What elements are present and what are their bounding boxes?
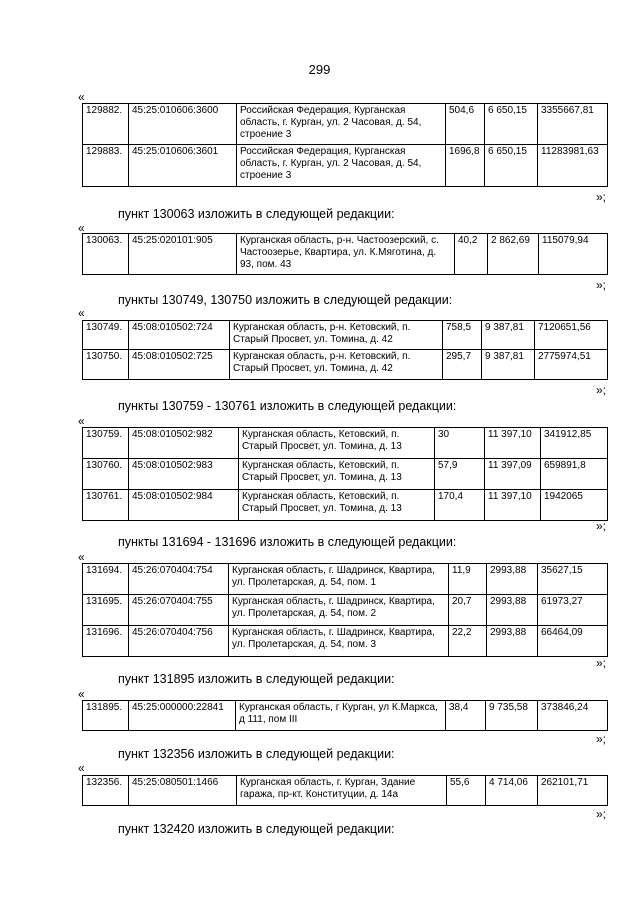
open-quote: «: [78, 221, 85, 235]
close-quote: »;: [596, 278, 607, 292]
address: Курганская область, Кетовский, п. Старый Просвет, ул. Томина, д. 13: [239, 459, 435, 490]
area: 758,5: [443, 321, 482, 350]
table-row: [83, 490, 608, 521]
table-row: [83, 104, 608, 145]
value: 61973,27: [538, 595, 608, 626]
area: 170,4: [435, 490, 485, 521]
table-row: [83, 321, 608, 350]
cadastral-number: 45:08:010502:984: [129, 490, 239, 521]
area: 295,7: [443, 350, 482, 380]
open-quote: «: [78, 761, 85, 775]
value: 2775974,51: [535, 350, 608, 380]
address: Курганская область, Кетовский, п. Старый Просвет, ул. Томина, д. 13: [239, 490, 435, 521]
area: 11,9: [449, 564, 487, 595]
cadastral-number: 45:08:010502:725: [129, 350, 230, 380]
value: 373846,24: [538, 701, 608, 731]
rate: 6 650,15: [485, 145, 538, 187]
property-table-1: [82, 103, 608, 187]
cadastral-number: 45:26:070404:756: [129, 626, 229, 657]
item-number: 131694.: [83, 564, 129, 595]
instruction-text: пункты 130749, 130750 изложить в следующей редакции:: [118, 293, 453, 307]
area: 40,2: [455, 234, 488, 275]
table-row: [83, 428, 608, 459]
open-quote: «: [78, 414, 85, 428]
instruction-text: пункты 130759 - 130761 изложить в следующей редакции:: [118, 399, 457, 413]
instruction-text: пункт 132356 изложить в следующей редакции:: [118, 747, 395, 761]
item-number: 131696.: [83, 626, 129, 657]
value: 11283981,63: [538, 145, 608, 187]
value: 262101,71: [538, 776, 608, 806]
open-quote: «: [78, 687, 85, 701]
close-quote: »;: [596, 807, 607, 821]
cadastral-number: 45:08:010502:724: [129, 321, 230, 350]
address: Курганская область, г. Курган, Здание гаража, пр-кт. Конституции, д. 14а: [237, 776, 447, 806]
table-row: [83, 701, 608, 731]
rate: 9 735,58: [486, 701, 538, 731]
cadastral-number: 45:26:070404:754: [129, 564, 229, 595]
table-row: [83, 234, 608, 275]
cadastral-number: 45:08:010502:982: [129, 428, 239, 459]
table-row: [83, 145, 608, 187]
area: 1696,8: [446, 145, 485, 187]
value: 35627,15: [538, 564, 608, 595]
address: Курганская область, р-н. Кетовский, п. Старый Просвет, ул. Томина, д. 42: [230, 321, 443, 350]
rate: 9 387,81: [482, 350, 535, 380]
area: 22,2: [449, 626, 487, 657]
value: 3355667,81: [538, 104, 608, 145]
address: Курганская область, г Курган, ул К.Маркса, д 111, пом III: [236, 701, 446, 731]
rate: 6 650,15: [485, 104, 538, 145]
area: 57,9: [435, 459, 485, 490]
property-table-5: [82, 563, 608, 657]
area: 30: [435, 428, 485, 459]
rate: 11 397,10: [485, 490, 541, 521]
rate: 11 397,10: [485, 428, 541, 459]
table-row: [83, 595, 608, 626]
instruction-text: пункт 131895 изложить в следующей редакции:: [118, 672, 395, 686]
property-table-7: [82, 775, 608, 806]
item-number: 129883.: [83, 145, 129, 187]
property-table-2: [82, 233, 608, 275]
area: 55,6: [447, 776, 486, 806]
cadastral-number: 45:25:080501:1466: [129, 776, 237, 806]
property-table-4: [82, 427, 608, 521]
table-row: [83, 776, 608, 806]
item-number: 130749.: [83, 321, 129, 350]
close-quote: »;: [596, 656, 607, 670]
rate: 2 862,69: [488, 234, 539, 275]
property-table-6: [82, 700, 608, 731]
item-number: 130761.: [83, 490, 129, 521]
address: Российская Федерация, Курганская область, г. Курган, ул. 2 Часовая, д. 54, строение 3: [237, 145, 446, 187]
address: Курганская область, г. Шадринск, Квартира, ул. Пролетарская, д. 54, пом. 2: [229, 595, 449, 626]
property-table-3: [82, 320, 608, 380]
open-quote: «: [78, 550, 85, 564]
cadastral-number: 45:25:010606:3600: [129, 104, 237, 145]
table-row: [83, 626, 608, 657]
address: Курганская область, г. Шадринск, Квартира, ул. Пролетарская, д. 54, пом. 1: [229, 564, 449, 595]
area: 20,7: [449, 595, 487, 626]
item-number: 130750.: [83, 350, 129, 380]
address: Курганская область, р-н. Кетовский, п. Старый Просвет, ул. Томина, д. 42: [230, 350, 443, 380]
address: Российская Федерация, Курганская область, г. Курган, ул. 2 Часовая, д. 54, строение 3: [237, 104, 446, 145]
instruction-text: пункты 131694 - 131696 изложить в следующей редакции:: [118, 535, 457, 549]
item-number: 130063.: [83, 234, 129, 275]
value: 659891,8: [541, 459, 608, 490]
rate: 11 397,09: [485, 459, 541, 490]
cadastral-number: 45:25:010606:3601: [129, 145, 237, 187]
open-quote: «: [78, 90, 85, 104]
rate: 4 714,06: [486, 776, 538, 806]
cadastral-number: 45:08:010502:983: [129, 459, 239, 490]
address: Курганская область, г. Шадринск, Квартира, ул. Пролетарская, д. 54, пом. 3: [229, 626, 449, 657]
table-row: [83, 459, 608, 490]
cadastral-number: 45:25:020101:905: [129, 234, 237, 275]
cadastral-number: 45:26:070404:755: [129, 595, 229, 626]
value: 1942065: [541, 490, 608, 521]
value: 115079,94: [539, 234, 608, 275]
value: 66464,09: [538, 626, 608, 657]
table-row: [83, 564, 608, 595]
value: 341912,85: [541, 428, 608, 459]
rate: 9 387,81: [482, 321, 535, 350]
close-quote: »;: [596, 190, 607, 204]
close-quote: »;: [596, 732, 607, 746]
rate: 2993,88: [487, 626, 538, 657]
rate: 2993,88: [487, 564, 538, 595]
item-number: 129882.: [83, 104, 129, 145]
value: 7120651,56: [535, 321, 608, 350]
item-number: 132356.: [83, 776, 129, 806]
instruction-text: пункт 132420 изложить в следующей редакции:: [118, 822, 395, 836]
page-number: 299: [308, 62, 331, 77]
table-row: [83, 350, 608, 380]
address: Курганская область, р-н. Частоозерский, с. Частоозерье, Квартира, ул. К.Мяготина, д. 93, пом. 43: [237, 234, 455, 275]
item-number: 130760.: [83, 459, 129, 490]
item-number: 131695.: [83, 595, 129, 626]
area: 504,6: [446, 104, 485, 145]
address: Курганская область, Кетовский, п. Старый Просвет, ул. Томина, д. 13: [239, 428, 435, 459]
instruction-text: пункт 130063 изложить в следующей редакции:: [118, 207, 395, 221]
close-quote: »;: [596, 383, 607, 397]
open-quote: «: [78, 306, 85, 320]
cadastral-number: 45:25:000000:22841: [129, 701, 236, 731]
area: 38,4: [446, 701, 486, 731]
rate: 2993,88: [487, 595, 538, 626]
close-quote: »;: [596, 519, 607, 533]
item-number: 131895.: [83, 701, 129, 731]
item-number: 130759.: [83, 428, 129, 459]
